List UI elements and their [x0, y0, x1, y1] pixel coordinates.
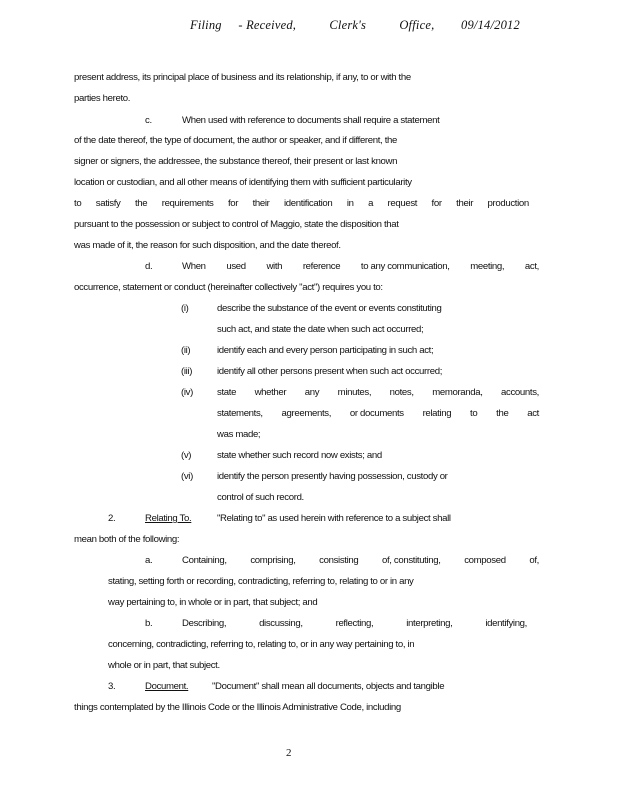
section-number: 2.	[108, 513, 116, 524]
word: memoranda,	[432, 387, 483, 398]
header-received: - Received,	[238, 18, 297, 32]
word: Describing,	[182, 618, 227, 629]
header-clerk: Clerk's	[329, 18, 367, 32]
word: accounts,	[501, 387, 539, 398]
justified-line	[217, 387, 539, 399]
justified-line	[74, 198, 529, 210]
word: statements,	[217, 408, 263, 419]
body-line: When used with reference to documents shall require a statement	[182, 115, 440, 126]
word: agreements,	[281, 408, 332, 419]
subitem-label: (iv)	[181, 387, 193, 398]
word: of,	[529, 555, 539, 566]
word: identification	[283, 198, 333, 209]
item-label: d.	[145, 261, 153, 272]
body-line: control of such record.	[217, 492, 304, 503]
word: the	[496, 408, 509, 419]
word: with	[266, 261, 283, 272]
word: to any communication,	[360, 261, 450, 272]
header-filing: Filing	[190, 18, 222, 32]
header-date: 09/14/2012	[461, 18, 520, 32]
word: any	[304, 387, 320, 398]
body-line: identify the person presently having possession, custody or	[217, 471, 448, 482]
word: minutes,	[337, 387, 372, 398]
word: to	[470, 408, 478, 419]
word: interpreting,	[406, 618, 453, 629]
body-line: was made;	[217, 429, 261, 440]
word: state	[217, 387, 237, 398]
section-number: 3.	[108, 681, 116, 692]
word: When	[182, 261, 206, 272]
word: meeting,	[470, 261, 505, 272]
word: their	[252, 198, 270, 209]
justified-line	[182, 261, 539, 273]
word: requirements	[161, 198, 214, 209]
item-label: b.	[145, 618, 153, 629]
word: identifying,	[485, 618, 527, 629]
word: their	[456, 198, 474, 209]
word: act	[527, 408, 539, 419]
item-label: a.	[145, 555, 153, 566]
body-line: parties hereto.	[74, 93, 131, 104]
word: discussing,	[259, 618, 303, 629]
word: composed	[464, 555, 506, 566]
body-line: location or custodian, and all other means of identifying them with sufficient particularity	[74, 177, 412, 188]
subitem-label: (vi)	[181, 471, 193, 482]
body-line: occurrence, statement or conduct (hereinafter collectively "act") requires you to:	[74, 282, 383, 293]
word: consisting	[319, 555, 359, 566]
page-number: 2	[286, 747, 292, 759]
filing-header	[190, 18, 520, 33]
body-line: things contemplated by the Illinois Code or the Illinois Administrative Code, including	[74, 702, 401, 713]
body-line: present address, its principal place of business and its relationship, if any, to or with the	[74, 72, 411, 83]
word: production	[487, 198, 529, 209]
body-line: way pertaining to, in whole or in part, that subject; and	[108, 597, 318, 608]
body-line: "Relating to" as used herein with reference to a subject shall	[217, 513, 451, 524]
body-line: mean both of the following:	[74, 534, 180, 545]
word: reflecting,	[335, 618, 374, 629]
word: to	[74, 198, 82, 209]
body-line: concerning, contradicting, referring to, relating to, or in any way pertaining to, in	[108, 639, 415, 650]
word: in	[346, 198, 354, 209]
word: request	[387, 198, 418, 209]
word: of, constituting,	[381, 555, 441, 566]
word: reference	[302, 261, 341, 272]
subitem-label: (i)	[181, 303, 189, 314]
section-heading: Document.	[145, 681, 189, 692]
word: for	[227, 198, 239, 209]
body-line: stating, setting forth or recording, contradicting, referring to, relating to or in any	[108, 576, 414, 587]
item-label: c.	[145, 115, 152, 126]
header-office: Office,	[399, 18, 435, 32]
body-line: state whether such record now exists; and	[217, 450, 382, 461]
justified-line	[182, 618, 527, 630]
body-line: such act, and state the date when such act occurred;	[217, 324, 424, 335]
word: comprising,	[250, 555, 296, 566]
word: a	[368, 198, 374, 209]
body-line: describe the substance of the event or events constituting	[217, 303, 442, 314]
word: used	[226, 261, 246, 272]
body-line: identify all other persons present when such act occurred;	[217, 366, 443, 377]
word: the	[134, 198, 148, 209]
word: Containing,	[182, 555, 227, 566]
justified-line	[217, 408, 539, 420]
body-line: identify each and every person participating in such act;	[217, 345, 434, 356]
word: act,	[524, 261, 539, 272]
word: whether	[254, 387, 287, 398]
word: relating	[422, 408, 452, 419]
word: for	[431, 198, 442, 209]
body-line: signer or signers, the addressee, the substance thereof, their present or last known	[74, 156, 398, 167]
section-heading: Relating To.	[145, 513, 192, 524]
subitem-label: (v)	[181, 450, 192, 461]
subitem-label: (ii)	[181, 345, 191, 356]
body-line: "Document" shall mean all documents, objects and tangible	[212, 681, 445, 692]
body-line: pursuant to the possession or subject to control of Maggio, state the disposition that	[74, 219, 399, 230]
word: notes,	[389, 387, 414, 398]
word: or documents	[349, 408, 404, 419]
subitem-label: (iii)	[181, 366, 193, 377]
word: satisfy	[95, 198, 121, 209]
body-line: of the date thereof, the type of document, the author or speaker, and if different, the	[74, 135, 397, 146]
body-line: whole or in part, that subject.	[108, 660, 220, 671]
justified-line	[182, 555, 539, 567]
body-line: was made of it, the reason for such disposition, and the date thereof.	[74, 240, 341, 251]
